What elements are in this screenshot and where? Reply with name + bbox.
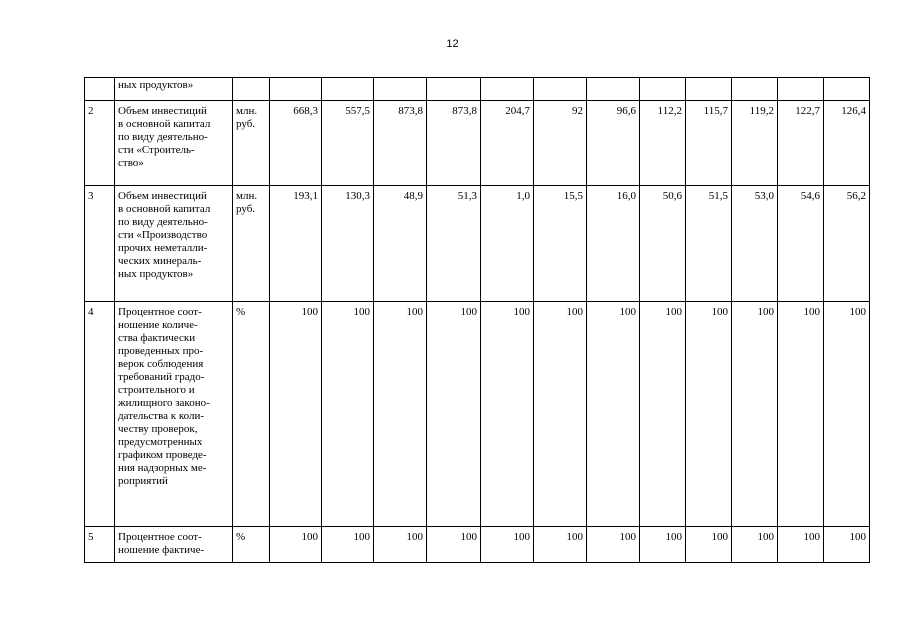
row-number-cell: 5 — [85, 527, 115, 563]
value-cell — [587, 78, 640, 101]
table-body — [85, 78, 870, 563]
unit-cell — [233, 78, 270, 101]
page-number: 12 — [446, 38, 459, 50]
value-cell: 100 — [322, 527, 374, 563]
row-number-cell — [85, 78, 115, 101]
value-cell: 100 — [778, 302, 824, 527]
value-cell — [640, 78, 686, 101]
value-cell: 51,3 — [427, 186, 481, 302]
value-cell: 112,2 — [640, 101, 686, 186]
value-cell — [534, 78, 587, 101]
value-cell: 100 — [481, 302, 534, 527]
value-cell: 100 — [427, 527, 481, 563]
value-cell: 100 — [824, 302, 870, 527]
value-cell: 122,7 — [778, 101, 824, 186]
value-cell: 56,2 — [824, 186, 870, 302]
value-cell: 48,9 — [374, 186, 427, 302]
value-cell — [824, 78, 870, 101]
value-cell: 119,2 — [732, 101, 778, 186]
value-cell: 100 — [534, 302, 587, 527]
value-cell: 16,0 — [587, 186, 640, 302]
row-number-cell: 3 — [85, 186, 115, 302]
value-cell: 51,5 — [686, 186, 732, 302]
value-cell: 193,1 — [270, 186, 322, 302]
indicator-name-cell: ных продуктов» — [115, 78, 233, 101]
value-cell: 100 — [534, 527, 587, 563]
value-cell — [322, 78, 374, 101]
value-cell: 15,5 — [534, 186, 587, 302]
row-number-cell: 2 — [85, 101, 115, 186]
value-cell — [270, 78, 322, 101]
value-cell: 100 — [322, 302, 374, 527]
indicators-table — [84, 77, 870, 563]
value-cell: 204,7 — [481, 101, 534, 186]
value-cell: 100 — [732, 302, 778, 527]
indicator-name-cell: Процентное соот- ношение фактиче- — [115, 527, 233, 563]
value-cell: 92 — [534, 101, 587, 186]
value-cell: 873,8 — [427, 101, 481, 186]
table-row — [85, 527, 870, 563]
indicator-name-cell: Объем инвестиций в основной капитал по виду деятельно- сти «Строитель- ство» — [115, 101, 233, 186]
value-cell: 100 — [481, 527, 534, 563]
value-cell: 53,0 — [732, 186, 778, 302]
value-cell: 668,3 — [270, 101, 322, 186]
value-cell — [481, 78, 534, 101]
value-cell: 1,0 — [481, 186, 534, 302]
value-cell — [686, 78, 732, 101]
value-cell: 100 — [640, 527, 686, 563]
value-cell: 96,6 — [587, 101, 640, 186]
value-cell: 126,4 — [824, 101, 870, 186]
value-cell: 100 — [270, 527, 322, 563]
value-cell: 557,5 — [322, 101, 374, 186]
unit-cell: % — [233, 527, 270, 563]
value-cell — [778, 78, 824, 101]
indicator-name-cell: Объем инвестиций в основной капитал по виду деятельно- сти «Производство прочих неметалли- ческих минераль- ных продуктов» — [115, 186, 233, 302]
value-cell: 130,3 — [322, 186, 374, 302]
unit-cell: млн. руб. — [233, 101, 270, 186]
table-row — [85, 78, 870, 101]
value-cell: 873,8 — [374, 101, 427, 186]
value-cell — [427, 78, 481, 101]
value-cell: 54,6 — [778, 186, 824, 302]
unit-cell: % — [233, 302, 270, 527]
value-cell: 100 — [427, 302, 481, 527]
value-cell: 100 — [824, 527, 870, 563]
value-cell: 100 — [686, 527, 732, 563]
value-cell: 100 — [686, 302, 732, 527]
value-cell: 100 — [587, 302, 640, 527]
row-number-cell: 4 — [85, 302, 115, 527]
table-row — [85, 101, 870, 186]
value-cell: 100 — [270, 302, 322, 527]
value-cell — [374, 78, 427, 101]
value-cell: 100 — [732, 527, 778, 563]
value-cell: 50,6 — [640, 186, 686, 302]
value-cell: 100 — [587, 527, 640, 563]
value-cell — [732, 78, 778, 101]
value-cell: 100 — [778, 527, 824, 563]
value-cell: 115,7 — [686, 101, 732, 186]
table-row — [85, 302, 870, 527]
value-cell: 100 — [640, 302, 686, 527]
table-row — [85, 186, 870, 302]
unit-cell: млн. руб. — [233, 186, 270, 302]
indicator-name-cell: Процентное соот- ношение количе- ства фактически проведенных про- верок соблюдения требований градо- строительного и жилищного законо- дательства к коли- честву проверок, предусмотренных графиком проведе- ния надзорных ме- роприятий — [115, 302, 233, 527]
value-cell: 100 — [374, 302, 427, 527]
value-cell: 100 — [374, 527, 427, 563]
